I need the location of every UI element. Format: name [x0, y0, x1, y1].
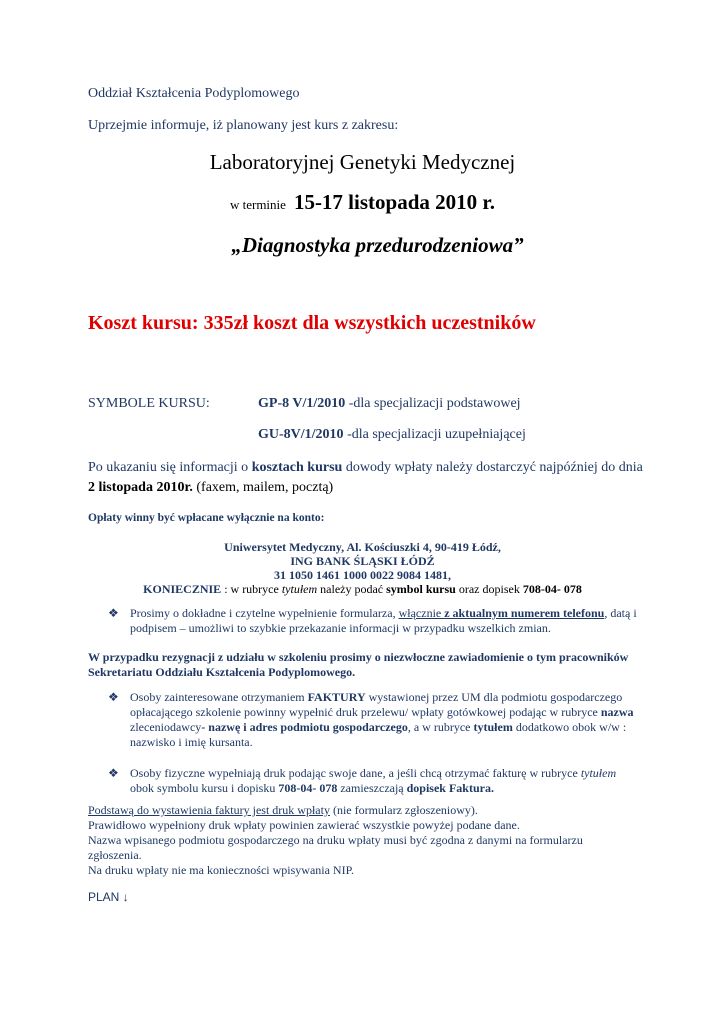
bank-address: Uniwersytet Medyczny, Al. Kościuszki 4, 90-419 Łódź, — [224, 540, 501, 554]
text: : w rubryce — [221, 582, 282, 596]
symbol-desc: -dla specjalizacji podstawowej — [345, 396, 521, 411]
course-title: Laboratoryjnej Genetyki Medycznej — [209, 150, 516, 174]
bank-account-number: 31 1050 1461 1000 0022 9084 1481, — [274, 568, 451, 582]
invoice-note-4: Na druku wpłaty nie ma konieczności wpisywania NIP. — [88, 863, 354, 877]
text: zamieszczają — [337, 781, 407, 795]
text-bold: kosztach kursu — [251, 460, 343, 475]
text: dodatkowo obok w/w : nazwisko i imię kursanta. — [130, 720, 627, 749]
text: obok symbolu kursu i dopisku — [130, 781, 279, 795]
symbols-label: SYMBOLE KURSU: — [88, 396, 210, 411]
invoice-notes — [88, 803, 608, 878]
intro-text: Uprzejmie informuje, iż planowany jest kurs z zakresu: — [88, 118, 399, 133]
symbol-row-2 — [258, 427, 526, 443]
bank-account-block — [0, 540, 725, 596]
bank-name: ING BANK ŚLĄSKI ŁÓDŹ — [290, 554, 435, 568]
term-label: w terminie — [229, 197, 286, 212]
invoice-note-3: Nazwa wpisanego podmiotu gospodarczego na druku wpłaty musi być zgodna z danymi na formularzu zgłoszenia. — [88, 833, 583, 862]
text-bold: tytułem — [473, 720, 513, 734]
plan-link[interactable]: PLAN ↓ — [88, 890, 129, 904]
text: zleceniodawcy — [130, 720, 202, 734]
text: Po ukazaniu się informacji o — [88, 460, 252, 475]
symbol-desc: -dla specjalizacji uzupełniającej — [343, 427, 526, 442]
bullet-diamond-icon: ❖ — [108, 766, 119, 780]
text: należy podać — [317, 582, 387, 596]
text: oraz dopisek — [455, 582, 523, 596]
text-underline: włącznie — [398, 606, 445, 620]
department-name: Oddział Kształcenia Podyplomowego — [88, 86, 300, 101]
text-bold: KONIECZNIE — [143, 582, 222, 596]
text-bold: 708-04- 078 — [278, 781, 338, 795]
text-bold: FAKTURY — [307, 690, 366, 704]
text-italic: tytułem — [281, 582, 318, 596]
text: , datą i podpisem – umożliwi to szybkie przekazanie informacji w przypadku wszelkich zmian. — [130, 606, 637, 635]
text-bold: - nazwę i adres podmiotu gospodarczego — [201, 720, 408, 734]
text: Prosimy o dokładne i czytelne wypełnienie formularza, — [130, 606, 399, 620]
text-bold: dopisek Faktura. — [406, 781, 494, 795]
invoice-note-2: Prawidłowo wypełniony druk wpłaty powinien zawierać wszystkie powyżej podane dane. — [88, 818, 520, 832]
text-underline-bold: z aktualnym numerem telefonu — [444, 606, 605, 620]
symbol-code: GU-8V/1/2010 — [258, 427, 344, 442]
symbol-code: GP-8 V/1/2010 — [258, 396, 346, 411]
bullet-text-1 — [130, 606, 640, 636]
symbol-row-1 — [258, 396, 521, 412]
resignation-notice: W przypadku rezygnacji z udziału w szkoleniu prosimy o niezwłoczne zawiadomienie o tym pracowników Sekretariatu Oddziału Kształcenia Podyplomowego. — [88, 650, 629, 679]
bullet-text-2 — [130, 690, 640, 750]
course-subtitle: „Diagnostyka przedurodzeniowa” — [231, 233, 524, 257]
text: dowody wpłaty należy dostarczyć najpóźniej do dnia — [342, 460, 643, 475]
course-cost: Koszt kursu: 335zł koszt dla wszystkich uczestników — [88, 312, 536, 334]
text-bold: 708-04- 078 — [522, 582, 582, 596]
term-dates: 15-17 listopada 2010 r. — [293, 190, 496, 214]
bullet-diamond-icon: ❖ — [108, 606, 119, 620]
text-underline: Podstawą do wystawienia faktury jest druk wpłaty — [88, 803, 330, 817]
text: , a w rubryce — [407, 720, 474, 734]
text: (faxem, mailem, pocztą) — [192, 480, 334, 495]
payment-info-paragraph — [88, 458, 648, 498]
bullet-diamond-icon: ❖ — [108, 690, 119, 704]
text-italic: tytułem — [580, 766, 617, 780]
text: Osoby zainteresowane otrzymaniem — [130, 690, 308, 704]
course-term — [0, 190, 725, 215]
text-bold: nazwa — [600, 705, 634, 719]
text: wystawionej przez UM dla podmiotu gospodarczego opłacającego szkolenie powinny wypełnić druk przelewu/ wpłaty gotówkowej podając w rubryce — [130, 690, 623, 719]
title-instruction — [0, 582, 725, 596]
text: Osoby fizyczne wypełniają druk podając swoje dane, a jeśli chcą otrzymać fakturę w rubryce — [130, 766, 581, 780]
text-bold: symbol kursu — [386, 582, 456, 596]
text: (nie formularz zgłoszeniowy). — [329, 803, 478, 817]
deadline-date: 2 listopada 2010r. — [88, 480, 193, 495]
bullet-text-3 — [130, 766, 640, 796]
invoice-note-1 — [88, 803, 608, 818]
account-heading: Opłaty winny być wpłacane wyłącznie na konto: — [88, 512, 325, 524]
